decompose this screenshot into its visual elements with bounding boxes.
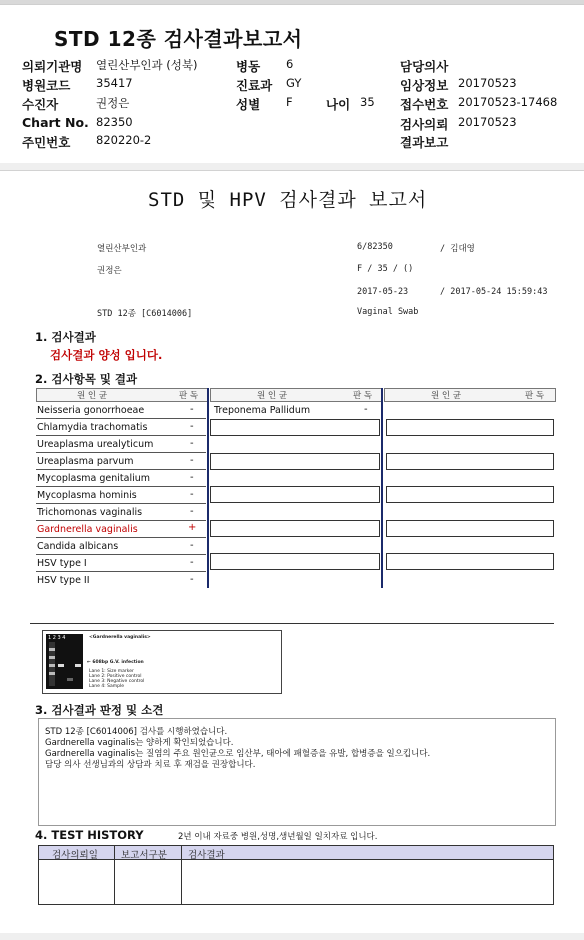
pathogen-result: - <box>190 489 194 500</box>
value-hospital-code: 35417 <box>96 76 133 90</box>
history-col-request-date: 검사의뢰일 <box>52 850 98 861</box>
row-separator <box>36 503 206 504</box>
row-separator <box>36 452 206 453</box>
empty-cell <box>386 520 554 537</box>
label-hospital-code: 병원코드 <box>22 78 71 93</box>
row-separator <box>36 537 206 538</box>
label-request-date: 검사의뢰 <box>400 117 449 132</box>
pathogen-result: - <box>190 455 194 466</box>
info-doctor: / 김대영 <box>440 244 475 254</box>
section2-title: 2. 검사항목 및 결과 <box>35 372 138 386</box>
table-header-col3 <box>384 388 556 402</box>
gel-legend-line: Lane 2: Positive control <box>89 674 142 679</box>
row-separator <box>36 571 206 572</box>
row-separator <box>36 554 206 555</box>
pathogen-result: - <box>190 506 194 517</box>
label-ward: 병동 <box>236 59 261 74</box>
info-date-received: 2017-05-23 <box>357 287 409 297</box>
opinion-line: Gardnerella vaginalis는 질염의 주요 원인균으로 임산부, 태아에 패혈증을 유발, 합병증을 일으킵니다. <box>45 749 431 759</box>
gel-title: <Gardnerella vaginalis> <box>89 635 151 640</box>
gel-band <box>49 656 55 659</box>
value-dept: GY <box>286 76 302 90</box>
header-title: STD 12종 검사결과보고서 <box>54 27 303 51</box>
value-resident-no: 820220-2 <box>96 133 152 147</box>
label-clinical-info: 임상정보 <box>400 78 449 93</box>
pathogen-result: - <box>190 574 194 585</box>
pathogen-result: - <box>190 421 194 432</box>
label-report-date: 결과보고 <box>400 135 449 150</box>
info-specimen: Vaginal Swab <box>357 307 419 317</box>
gel-band <box>67 678 73 681</box>
info-hospital: 열린산부인과 <box>97 244 147 254</box>
value-ward: 6 <box>286 57 294 71</box>
gel-lane-numbers: 1 2 3 4 <box>48 635 66 641</box>
label-resident-no: 주민번호 <box>22 135 71 150</box>
empty-cell <box>386 553 554 570</box>
history-note: 2년 이내 자료중 병원,성명,생년월일 일치자료 입니다. <box>178 832 378 842</box>
label-doctor: 담당의사 <box>400 59 449 74</box>
gel-electrophoresis-image <box>42 630 282 694</box>
empty-cell <box>210 419 380 436</box>
pathogen-name: HSV type I <box>37 558 87 569</box>
label-patient: 수진자 <box>22 97 59 112</box>
label-sex: 성별 <box>236 97 261 112</box>
gel-band <box>49 664 55 667</box>
header-panel <box>0 4 584 163</box>
gel-legend-line: Lane 3: Negative control <box>89 679 145 684</box>
empty-cell <box>210 486 380 503</box>
gel-photo <box>46 634 83 689</box>
label-age: 나이 <box>326 97 351 112</box>
opinion-line: Gardnerella vaginalis는 양하게 확인되었습니다. <box>45 738 234 748</box>
history-col-divider <box>114 846 115 904</box>
pathogen-name: Mycoplasma genitalium <box>37 473 151 484</box>
info-chart-ward: 6/82350 <box>357 242 393 252</box>
opinion-line: STD 12종 [C6014006] 검사를 시행하였습니다. <box>45 727 228 737</box>
row-separator <box>36 469 206 470</box>
empty-cell <box>386 486 554 503</box>
empty-cell <box>210 553 380 570</box>
gel-band <box>75 664 81 667</box>
pathogen-name-positive: Gardnerella vaginalis <box>37 524 138 535</box>
gel-legend-line: Lane 1: Size marker <box>89 669 134 674</box>
column-divider <box>381 388 383 588</box>
history-table <box>38 845 554 905</box>
opinion-box <box>38 718 556 826</box>
pathogen-result-treponema: - <box>364 404 368 415</box>
label-dept: 진료과 <box>236 78 273 93</box>
pathogen-name: HSV type II <box>37 575 90 586</box>
value-receipt-no: 20170523-17468 <box>458 95 558 109</box>
gel-band <box>49 672 55 675</box>
info-date-reported: / 2017-05-24 15:59:43 <box>440 287 548 297</box>
pathogen-result: - <box>190 540 194 551</box>
info-test-code: STD 12종 [C6014006] <box>97 309 193 319</box>
header-pathogen-label: 원 인 균 <box>431 391 462 401</box>
label-chart-no: Chart No. <box>22 115 89 130</box>
empty-cell <box>210 520 380 537</box>
value-sex: F <box>286 95 293 109</box>
pathogen-name: Ureaplasma parvum <box>37 456 134 467</box>
pathogen-name: Chlamydia trachomatis <box>37 422 148 433</box>
pathogen-name-treponema: Treponema Pallidum <box>214 405 311 416</box>
value-age: 35 <box>360 95 375 109</box>
section4-title: 4. TEST HISTORY <box>35 828 144 842</box>
info-patient: 권정은 <box>97 266 122 276</box>
pathogen-result: - <box>190 472 194 483</box>
empty-cell <box>386 453 554 470</box>
gel-legend-line: Lane 4: Sample <box>89 684 124 689</box>
value-patient: 권정은 <box>96 96 130 110</box>
gel-band-label: ← 608bp G.V. infection <box>87 660 144 665</box>
label-requester: 의뢰기관명 <box>22 59 83 74</box>
history-col-divider <box>181 846 182 904</box>
pathogen-result: - <box>190 438 194 449</box>
section1-result: 검사결과 양성 입니다. <box>50 348 163 362</box>
history-col-report-type: 보고서구분 <box>121 850 167 861</box>
column-divider <box>207 388 209 588</box>
value-requester: 열린산부인과 (성북) <box>96 58 198 72</box>
pathogen-name: Candida albicans <box>37 541 119 552</box>
pathogen-result: - <box>190 404 194 415</box>
pathogen-result: - <box>190 557 194 568</box>
opinion-line: 담당 의사 선생님과의 상담과 치료 후 재검을 권장합니다. <box>45 760 256 770</box>
history-table-header <box>39 846 553 860</box>
empty-cell <box>386 419 554 436</box>
header-result-label: 판 독 <box>179 391 199 401</box>
table-header-col2 <box>210 388 382 402</box>
info-sex-age: F / 35 / () <box>357 264 414 274</box>
table-header-col1 <box>36 388 208 402</box>
header-result-label: 판 독 <box>353 391 373 401</box>
header-pathogen-label: 원 인 균 <box>257 391 288 401</box>
pathogen-result-positive: + <box>188 522 197 533</box>
section3-title: 3. 검사결과 판정 및 소견 <box>35 703 164 717</box>
header-result-label: 판 독 <box>525 391 545 401</box>
pathogen-name: Trichomonas vaginalis <box>37 507 143 518</box>
pathogen-name: Neisseria gonorrhoeae <box>37 405 145 416</box>
pathogen-name: Mycoplasma hominis <box>37 490 137 501</box>
history-col-result: 검사결과 <box>188 850 225 861</box>
row-separator <box>36 486 206 487</box>
empty-cell <box>210 453 380 470</box>
pathogen-name: Ureaplasma urealyticum <box>37 439 154 450</box>
section-divider <box>30 623 554 624</box>
section1-title: 1. 검사결과 <box>35 330 96 344</box>
gel-band <box>49 648 55 651</box>
value-chart-no: 82350 <box>96 115 133 129</box>
row-separator <box>36 435 206 436</box>
row-separator <box>36 520 206 521</box>
value-request-date: 20170523 <box>458 115 517 129</box>
gel-band <box>58 664 64 667</box>
label-receipt-no: 접수번호 <box>400 97 449 112</box>
value-clinical-info: 20170523 <box>458 76 517 90</box>
report-title: STD 및 HPV 검사결과 보고서 <box>148 189 428 211</box>
row-separator <box>36 418 206 419</box>
header-pathogen-label: 원 인 균 <box>77 391 108 401</box>
